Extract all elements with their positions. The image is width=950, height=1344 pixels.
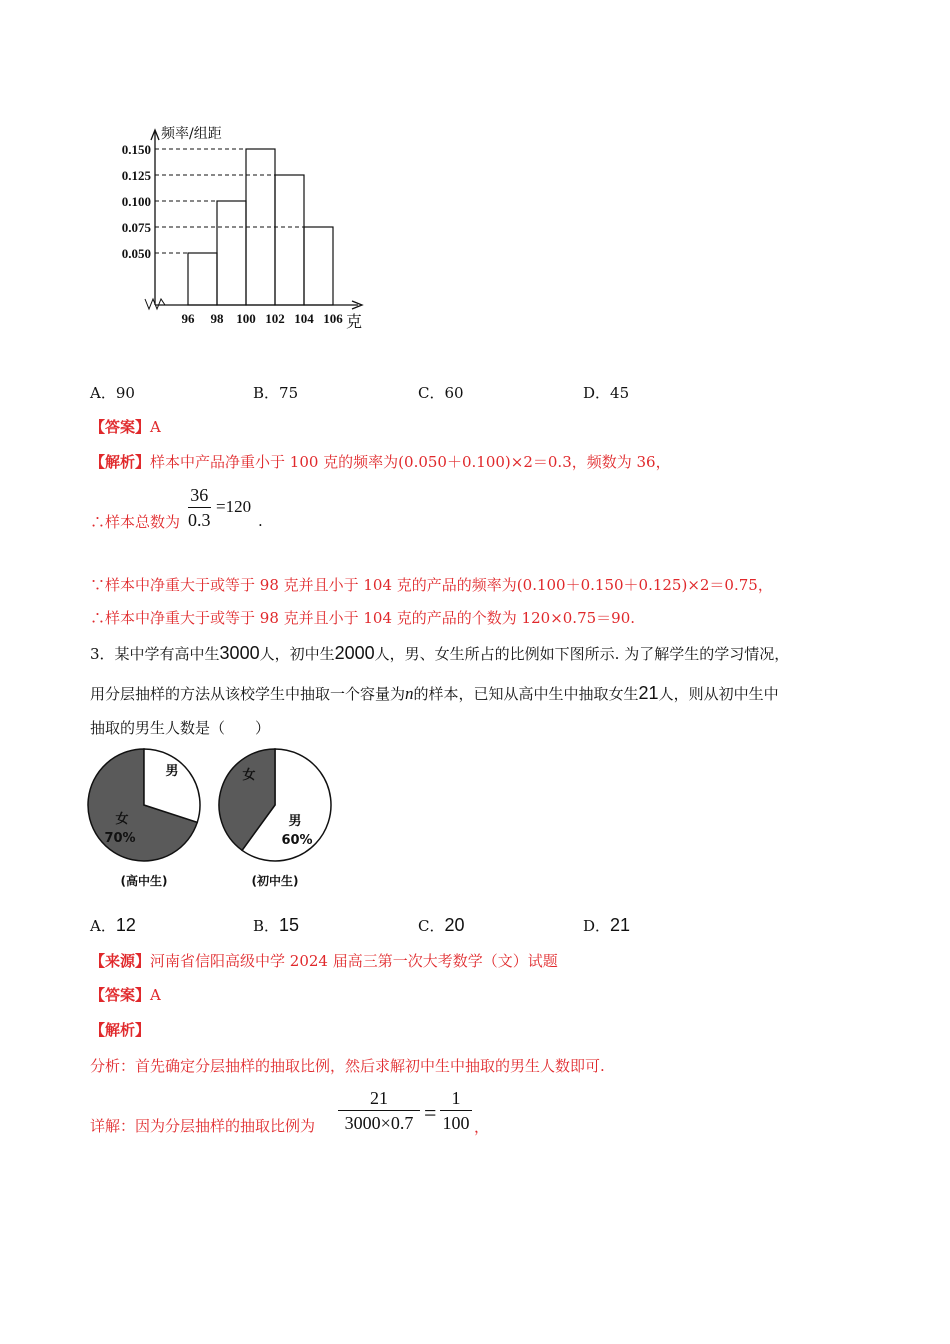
- q2-option-c: C．60: [418, 384, 464, 402]
- equals-sign: =: [424, 1100, 437, 1125]
- q3-stem-line3: 抽取的男生人数是（ ）: [90, 719, 271, 737]
- histogram-bar: [188, 253, 217, 305]
- y-axis-label: 频率/组距: [161, 126, 222, 142]
- pie-label-male-pct: 60%: [281, 833, 313, 848]
- q3-analysis-tag: 【解析】: [90, 1021, 151, 1039]
- pie-label-female-pct: 70%: [104, 831, 136, 846]
- y-tick-label: 0.050: [121, 246, 151, 261]
- histogram-bar: [275, 175, 304, 305]
- q3-option-b: B．15: [253, 915, 300, 935]
- pie-label-female: 女: [242, 768, 256, 783]
- x-tick-label: 104: [294, 311, 314, 326]
- pie-charts: [82, 745, 352, 895]
- q2-analysis-line3: ∵样本中净重大于或等于 98 克并且小于 104 克的产品的频率为(0.100＋0.150＋0.125)×2＝0.75，: [90, 576, 773, 594]
- x-tick-label: 100: [236, 311, 256, 326]
- x-tick-label: 102: [265, 311, 285, 326]
- q3-option-d: D．21: [583, 915, 631, 935]
- q3-option-a: A．12: [90, 915, 136, 935]
- fraction-21-over-3000x0.7: 21 3000×0.7: [338, 1087, 420, 1134]
- frequency-histogram: [90, 118, 380, 338]
- x-axis-label: 克: [346, 312, 363, 331]
- fraction-36-over-0.3: 36 0.3: [188, 485, 211, 530]
- pie-label-female: 女: [115, 812, 129, 827]
- q2-answer: 【答案】A: [90, 418, 161, 436]
- histogram-bar: [304, 227, 333, 305]
- x-tick-label: 106: [323, 311, 343, 326]
- fraction-result: =120: [216, 497, 252, 516]
- q2-analysis-line2: ∴样本总数为: [90, 513, 181, 531]
- q2-option-a: A．90: [90, 384, 135, 402]
- detail-comma: ，: [474, 1118, 490, 1136]
- q2-analysis-line4: ∴样本中净重大于或等于 98 克并且小于 104 克的产品的个数为 120×0.75＝90.: [90, 609, 636, 627]
- x-tick-label: 98: [210, 311, 224, 326]
- y-tick-label: 0.150: [121, 142, 151, 157]
- pie-caption: (初中生): [251, 874, 299, 888]
- y-tick-label: 0.075: [121, 220, 151, 235]
- pie-label-male: 男: [288, 814, 302, 829]
- y-tick-label: 0.100: [121, 194, 151, 209]
- q2-option-d: D．45: [583, 384, 630, 402]
- fraction-1-over-100: 1 100: [440, 1087, 472, 1134]
- q3-detail-line: 详解：因为分层抽样的抽取比例为: [90, 1117, 316, 1135]
- y-tick-label: 0.125: [121, 168, 151, 183]
- q3-analysis-line1: 分析：首先确定分层抽样的抽取比例，然后求解初中生中抽取的男生人数即可.: [90, 1057, 605, 1075]
- period: .: [258, 512, 263, 530]
- q3-stem-line1: 3．某中学有高中生3000人，初中生2000人，男、女生所占的比例如下图所示. 为了解学生的学习情况，: [90, 643, 790, 663]
- q3-option-c: C．20: [418, 915, 465, 935]
- q3-answer: 【答案】A: [90, 986, 161, 1004]
- q3-stem-line2: 用分层抽样的方法从该校学生中抽取一个容量为n的样本，已知从高中生中抽取女生21人，则从初中生中: [90, 683, 779, 703]
- pie-label-male: 男: [165, 764, 179, 779]
- x-tick-label: 96: [181, 311, 195, 326]
- histogram-bar: [217, 201, 246, 305]
- pie-caption: (高中生): [120, 874, 168, 888]
- q2-analysis-line1: 【解析】样本中产品净重小于 100 克的频率为(0.050＋0.100)×2＝0.3，频数为 36，: [90, 453, 671, 471]
- q2-option-b: B．75: [253, 384, 299, 402]
- q3-source: 【来源】河南省信阳高级中学 2024 届高三第一次大考数学（文）试题: [90, 952, 558, 970]
